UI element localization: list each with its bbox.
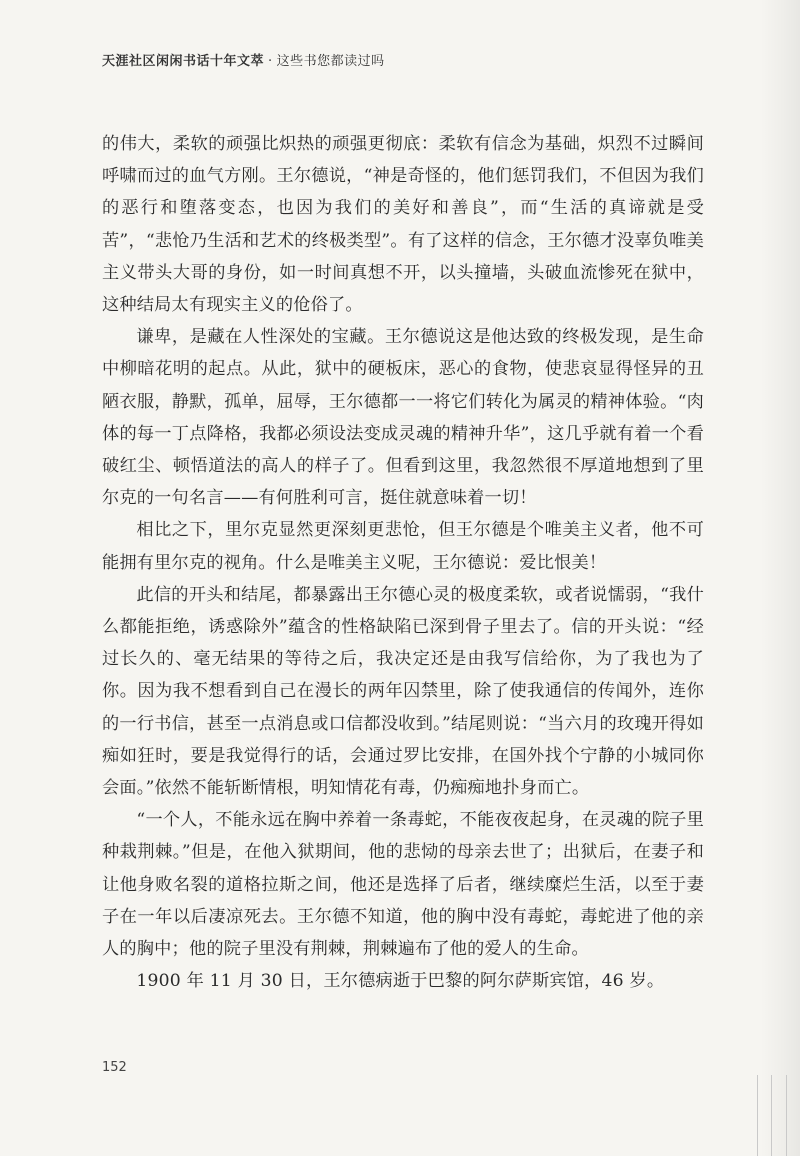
page-number: 152 xyxy=(102,1060,127,1075)
series-title: 天涯社区闲闲书话十年文萃 xyxy=(102,54,265,69)
paragraph-death: 1900 年 11 月 30 日，王尔德病逝于巴黎的阿尔萨斯宾馆，46 岁。 xyxy=(136,971,665,992)
paragraph-serpent: “一个人，不能永远在胸中养着一条毒蛇，不能夜夜起身，在灵魂的院子里种栽荆棘。”但是，在他入狱期间，他的悲恸的母亲去世了；出狱后，在妻子和让他身败名裂的道格拉斯之间，他还是选择了后者，继续糜烂生活，以至于妻子在一年以后凄凉死去。王尔德不知道，他的胸中没有毒蛇，毒蛇进了他的亲人的胸中；他的院子里没有荆棘，荆棘遍布了他的爱人的生命。 xyxy=(102,810,704,960)
paragraph-letter: 此信的开头和结尾，都暴露出王尔德心灵的极度柔软，或者说懦弱，“我什么都能拒绝，诱惑除外”蕴含的性格缺陷已深到骨子里去了。信的开头说：“经过长久的、毫无结果的等待之后，我决定还是由我写信给你，为了我也为了你。因为我不想看到自己在漫长的两年囚禁里，除了使我通信的传闻外，连你的一行书信，甚至一点消息或口信都没收到。”结尾则说：“当六月的玫瑰开得如痴如狂时，要是我觉得行的话，会通过罗比安排，在国外找个宁静的小城同你会面。”依然不能斩断情根，明知情花有毒，仍痴痴地扑身而亡。 xyxy=(102,584,704,799)
paragraph-continuation: 的伟大，柔软的顽强比炽热的顽强更彻底：柔软有信念为基础，炽烈不过瞬间呼啸而过的血气方刚。王尔德说，“神是奇怪的，他们惩罚我们，不但因为我们的恶行和堕落变态，也因为我们的美好和善良”，而“生活的真谛就是受苦”，“悲怆乃生活和艺术的终极类型”。有了这样的信念，王尔德才没辜负唯美主义带头大哥的身份，如一时间真想不开，以头撞墙，头破血流惨死在狱中，这种结局太有现实主义的伧俗了。 xyxy=(102,134,704,316)
paragraph-humility: 谦卑，是藏在人性深处的宝藏。王尔德说这是他达致的终极发现，是生命中柳暗花明的起点。从此，狱中的硬板床，恶心的食物，使悲哀显得怪异的丑陋衣服，静默，孤单，屈辱，王尔德都一一将它们转化为属灵的精神体验。“肉体的每一丁点降格，我都必须设法变成灵魂的精神升华”，这几乎就有着一个看破红尘、顿悟道法的高人的样子了。但看到这里，我忽然很不厚道地想到了里尔克的一句名言——有何胜利可言，挺住就意味着一切！ xyxy=(102,327,704,509)
body-text xyxy=(102,128,704,997)
binding-line xyxy=(786,1075,787,1156)
paragraph-comparison: 相比之下，里尔克显然更深刻更悲怆，但王尔德是个唯美主义者，他不可能拥有里尔克的视角。什么是唯美主义呢，王尔德说：爱比恨美！ xyxy=(102,520,704,573)
book-title: 这些书您都读过吗 xyxy=(276,54,385,69)
binding-shadow xyxy=(760,0,800,1156)
running-header xyxy=(102,50,385,69)
binding-line xyxy=(771,1075,772,1156)
binding-line xyxy=(757,1075,758,1156)
header-separator: · xyxy=(268,54,273,69)
